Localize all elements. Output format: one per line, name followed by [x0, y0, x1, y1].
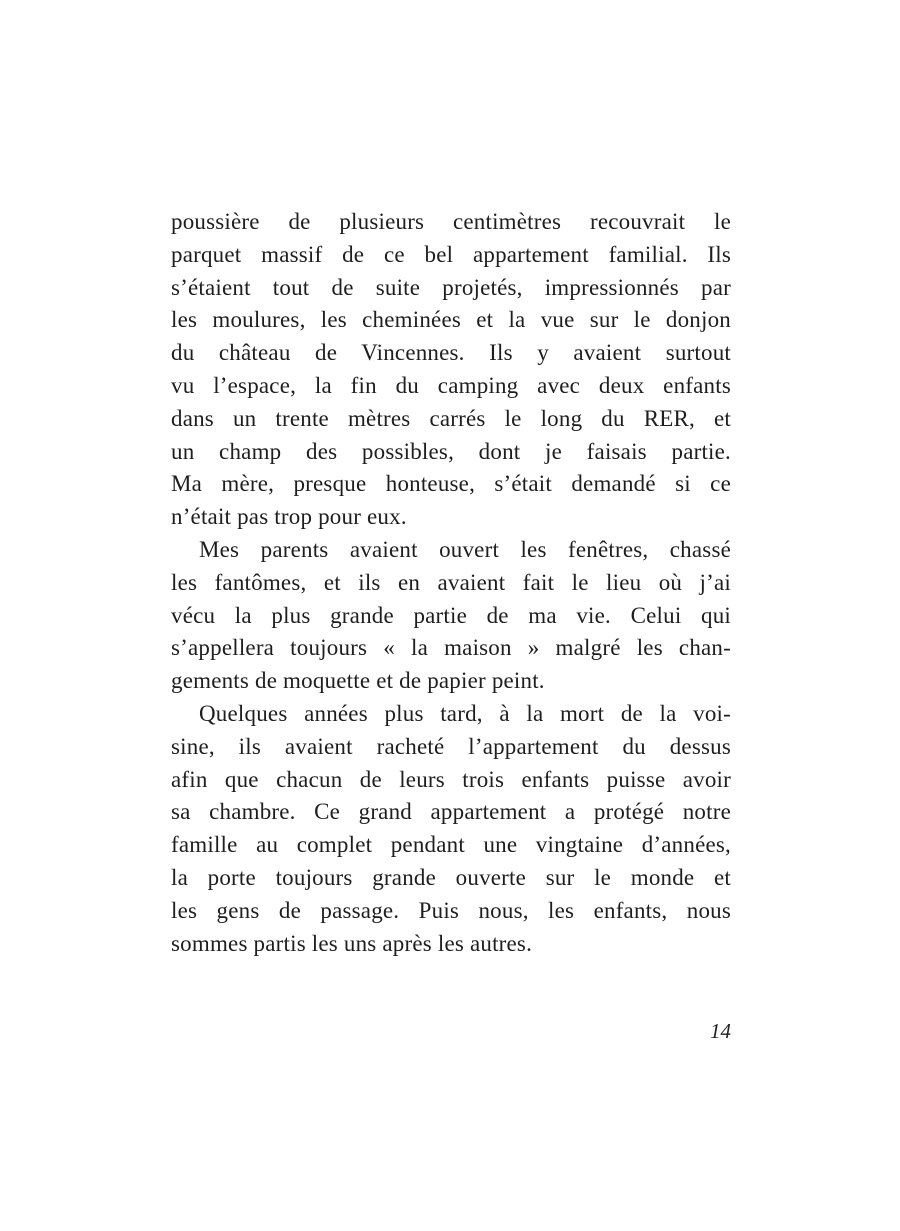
text-block	[171, 206, 731, 960]
text-line: Ma mère, presque honteuse, s’était demandé si ce	[171, 471, 731, 497]
paragraph	[171, 206, 731, 534]
text-line: famille au complet pendant une vingtaine d’années,	[171, 832, 731, 858]
text-line: s’étaient tout de suite projetés, impressionnés par	[171, 274, 731, 300]
text-line: dans un trente mètres carrés le long du RER, et	[171, 405, 731, 431]
text-line: afin que chacun de leurs trois enfants puisse avoir	[171, 766, 731, 792]
text-line: gements de moquette et de papier peint.	[171, 668, 545, 694]
text-line: s’appellera toujours « la maison » malgré les chan-	[171, 635, 731, 661]
text-line: les fantômes, et ils en avaient fait le lieu où j’ai	[171, 569, 731, 595]
text-line: Mes parents avaient ouvert les fenêtres, chassé	[199, 536, 731, 562]
text-line: les gens de passage. Puis nous, les enfants, nous	[171, 897, 731, 923]
paragraph	[171, 698, 731, 960]
text-line: n’était pas trop pour eux.	[171, 504, 407, 530]
paragraph	[171, 534, 731, 698]
text-line: Quelques années plus tard, à la mort de la voi-	[199, 700, 731, 726]
text-line: sa chambre. Ce grand appartement a protégé notre	[171, 799, 731, 825]
text-line: sine, ils avaient racheté l’appartement du dessus	[171, 733, 731, 759]
text-line: vécu la plus grande partie de ma vie. Celui qui	[171, 602, 731, 628]
text-line: vu l’espace, la fin du camping avec deux enfants	[171, 372, 731, 398]
text-line: poussière de plusieurs centimètres recouvrait le	[171, 209, 731, 234]
text-line: sommes partis les uns après les autres.	[171, 930, 533, 956]
text-line: un champ des possibles, dont je faisais partie.	[171, 438, 731, 464]
text-line: parquet massif de ce bel appartement familial. Ils	[171, 241, 731, 267]
text-line: les moulures, les cheminées et la vue sur le donjon	[171, 307, 731, 333]
page-number: 14	[710, 1019, 731, 1043]
text-line: la porte toujours grande ouverte sur le monde et	[171, 864, 731, 890]
text-line: du château de Vincennes. Ils y avaient surtout	[171, 340, 731, 366]
